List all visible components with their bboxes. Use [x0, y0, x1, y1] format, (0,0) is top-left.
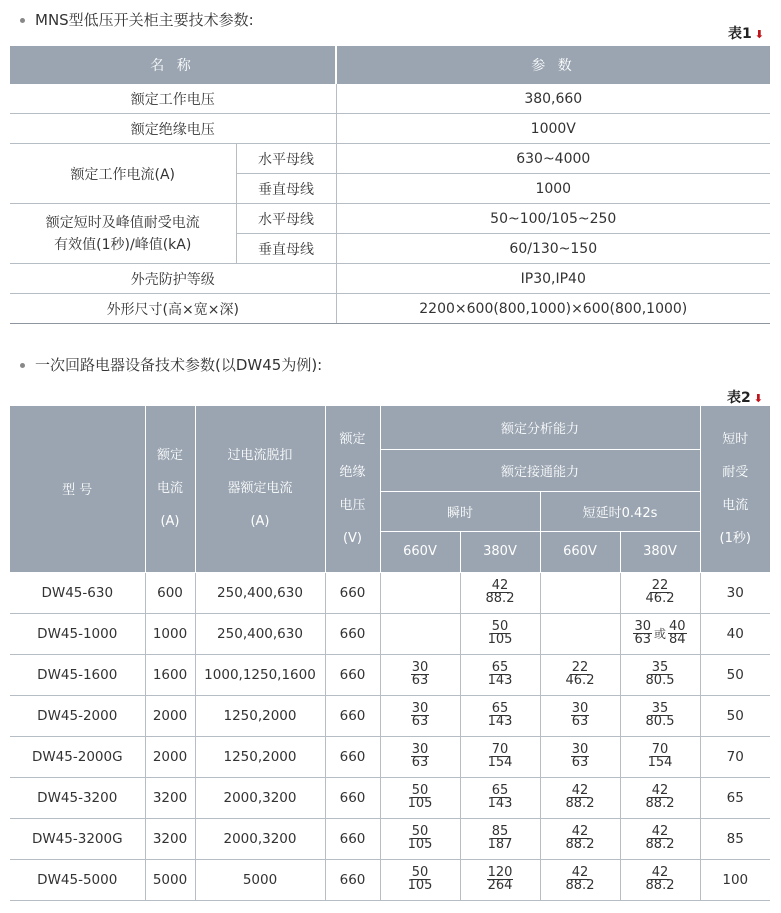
capacity-cell	[540, 654, 620, 695]
table-row	[10, 736, 770, 777]
capacity-cell	[540, 859, 620, 900]
fraction-numerator: 30	[571, 742, 589, 757]
current-cell: 1000	[145, 613, 195, 654]
fraction-numerator: 120	[487, 865, 513, 880]
withstand-cell: 40	[700, 613, 770, 654]
param-name-line: 有效值(1秒)/峰值(kA)	[54, 236, 192, 253]
header-line: 电流	[156, 481, 183, 497]
fraction-value	[633, 621, 652, 646]
fraction-numerator: 42	[571, 824, 589, 839]
fraction-numerator: 42	[571, 783, 589, 798]
fraction-denominator: 88.2	[565, 878, 595, 893]
capacity-cell	[540, 736, 620, 777]
fraction-denominator: 63	[411, 755, 429, 770]
fraction-value	[565, 662, 596, 687]
down-arrow-icon: ⬇	[753, 392, 763, 405]
capacity-cell	[460, 572, 540, 613]
withstand-cell: 50	[700, 654, 770, 695]
fraction-numerator: 70	[491, 742, 509, 757]
fraction-denominator: 105	[487, 632, 513, 647]
param-name: 额定绝缘电压	[10, 114, 336, 144]
fraction-value	[565, 826, 596, 851]
fraction-numerator: 40	[669, 619, 686, 634]
param-value: 1000	[336, 174, 770, 204]
header-line: (V)	[342, 530, 363, 546]
trip-current-cell: 5000	[195, 859, 325, 900]
header-line: 电压	[339, 497, 366, 513]
trip-current-cell: 1000,1250,1600	[195, 654, 325, 695]
param-value: 2200×600(800,1000)×600(800,1000)	[336, 294, 770, 324]
fraction-numerator: 30	[571, 701, 589, 716]
down-arrow-icon: ⬇	[754, 28, 764, 41]
model-cell: DW45-630	[10, 572, 145, 613]
fraction-value	[487, 826, 514, 851]
voltage-cell: 660	[325, 654, 380, 695]
fraction-value	[645, 826, 676, 851]
header-line: 电流	[722, 497, 749, 513]
capacity-cell	[620, 777, 700, 818]
header-line: (A)	[250, 514, 270, 530]
header-current	[145, 406, 195, 572]
param-sub: 水平母线	[236, 204, 336, 234]
capacity-cell	[380, 572, 460, 613]
table-row	[10, 818, 770, 859]
fraction-numerator: 30	[411, 701, 429, 716]
header-380v: 380V	[620, 531, 700, 572]
param-name: 外形尺寸(高×宽×深)	[10, 294, 336, 324]
fraction-denominator: 154	[647, 755, 673, 770]
table1	[10, 46, 770, 324]
trip-current-cell: 1250,2000	[195, 695, 325, 736]
table-row	[10, 572, 770, 613]
capacity-cell	[380, 736, 460, 777]
header-line: (A)	[160, 514, 180, 530]
param-value: 380,660	[336, 84, 770, 114]
table2-tag: 表2 ⬇	[727, 390, 763, 406]
fraction-value	[565, 867, 596, 892]
model-cell: DW45-1600	[10, 654, 145, 695]
fraction-numerator: 50	[411, 824, 429, 839]
param-value: 1000V	[336, 114, 770, 144]
fraction-denominator: 63	[571, 755, 589, 770]
fraction-numerator: 30	[411, 742, 429, 757]
fraction-value	[411, 662, 430, 687]
table-row	[10, 613, 770, 654]
table1-header-value: 参 数	[336, 46, 770, 84]
fraction-value	[668, 621, 687, 646]
fraction-value	[645, 785, 676, 810]
fraction-denominator: 143	[487, 673, 513, 688]
fraction-numerator: 85	[491, 824, 509, 839]
fraction-denominator: 88.2	[645, 837, 675, 852]
fraction-numerator: 22	[651, 578, 669, 593]
header-line: (1秒)	[719, 530, 751, 546]
voltage-cell: 660	[325, 572, 380, 613]
fraction-value	[565, 785, 596, 810]
voltage-cell: 660	[325, 613, 380, 654]
withstand-cell: 100	[700, 859, 770, 900]
fraction-denominator: 187	[487, 837, 513, 852]
trip-current-cell: 250,400,630	[195, 572, 325, 613]
param-name: 额定工作电流(A)	[10, 144, 236, 204]
voltage-cell: 660	[325, 777, 380, 818]
current-cell: 600	[145, 572, 195, 613]
header-line: 绝缘	[339, 464, 366, 480]
fraction-denominator: 143	[487, 714, 513, 729]
bullet-icon	[20, 18, 25, 23]
header-trip-current	[195, 406, 325, 572]
fraction-denominator: 264	[487, 878, 513, 893]
section1-title: MNS型低压开关柜主要技术参数:	[20, 9, 254, 30]
voltage-cell: 660	[325, 736, 380, 777]
header-line: 短时	[722, 431, 749, 447]
header-line: 额定	[156, 448, 183, 464]
fraction-denominator: 105	[407, 837, 433, 852]
capacity-cell	[540, 572, 620, 613]
trip-current-cell: 250,400,630	[195, 613, 325, 654]
param-name: 额定工作电压	[10, 84, 336, 114]
fraction-value	[487, 785, 514, 810]
fraction-value	[487, 621, 514, 646]
fraction-numerator: 35	[651, 701, 669, 716]
withstand-cell: 65	[700, 777, 770, 818]
current-cell: 5000	[145, 859, 195, 900]
table1-tag: 表1 ⬇	[728, 26, 764, 42]
model-cell: DW45-3200	[10, 777, 145, 818]
capacity-cell	[380, 613, 460, 654]
header-line: 器额定电流	[227, 481, 293, 497]
fraction-denominator: 143	[487, 796, 513, 811]
capacity-cell	[540, 695, 620, 736]
header-breaking-capacity: 额定分析能力	[380, 406, 700, 449]
fraction-value	[485, 580, 516, 605]
fraction-value	[645, 703, 676, 728]
trip-current-cell: 2000,3200	[195, 777, 325, 818]
capacity-cell	[380, 695, 460, 736]
header-line: 过电流脱扣	[227, 448, 293, 464]
voltage-cell: 660	[325, 695, 380, 736]
param-value: 60/130~150	[336, 234, 770, 264]
header-short-delay: 短延时0.42s	[540, 491, 700, 531]
table2	[10, 406, 770, 901]
fraction-numerator: 22	[571, 660, 589, 675]
or-text: 或	[654, 627, 667, 641]
table-row	[10, 777, 770, 818]
fraction-denominator: 105	[407, 878, 433, 893]
fraction-value	[645, 580, 676, 605]
header-660v: 660V	[380, 531, 460, 572]
fraction-numerator: 42	[651, 783, 669, 798]
capacity-cell	[380, 859, 460, 900]
table-row	[10, 294, 770, 324]
fraction-denominator: 80.5	[645, 714, 675, 729]
fraction-denominator: 84	[669, 632, 686, 647]
fraction-denominator: 88.2	[565, 837, 595, 852]
capacity-cell	[620, 654, 700, 695]
fraction-value	[407, 785, 434, 810]
current-cell: 3200	[145, 777, 195, 818]
fraction-denominator: 80.5	[645, 673, 675, 688]
fraction-numerator: 65	[491, 660, 509, 675]
fraction-numerator: 30	[411, 660, 429, 675]
capacity-cell	[380, 818, 460, 859]
model-cell: DW45-5000	[10, 859, 145, 900]
voltage-cell: 660	[325, 818, 380, 859]
fraction-value	[647, 744, 674, 769]
table-row	[10, 144, 770, 174]
capacity-cell	[380, 777, 460, 818]
header-380v: 380V	[460, 531, 540, 572]
capacity-cell	[460, 777, 540, 818]
fraction-denominator: 88.2	[565, 796, 595, 811]
param-value: IP30,IP40	[336, 264, 770, 294]
fraction-value	[487, 744, 514, 769]
param-value: 630~4000	[336, 144, 770, 174]
fraction-denominator: 46.2	[565, 673, 595, 688]
fraction-value	[487, 703, 514, 728]
param-name	[10, 204, 236, 264]
param-name-line: 额定短时及峰值耐受电流	[45, 214, 200, 231]
fraction-value	[407, 826, 434, 851]
fraction-denominator: 105	[407, 796, 433, 811]
withstand-cell: 50	[700, 695, 770, 736]
capacity-cell	[460, 613, 540, 654]
fraction-numerator: 65	[491, 701, 509, 716]
capacity-cell	[540, 613, 620, 654]
fraction-denominator: 63	[411, 714, 429, 729]
capacity-cell	[460, 654, 540, 695]
param-sub: 垂直母线	[236, 174, 336, 204]
fraction-numerator: 30	[634, 619, 651, 634]
fraction-numerator: 42	[651, 865, 669, 880]
fraction-denominator: 63	[411, 673, 429, 688]
table-row	[10, 654, 770, 695]
model-cell: DW45-3200G	[10, 818, 145, 859]
fraction-value	[411, 703, 430, 728]
capacity-cell	[460, 736, 540, 777]
param-sub: 垂直母线	[236, 234, 336, 264]
fraction-denominator: 63	[571, 714, 589, 729]
table-row	[10, 114, 770, 144]
header-660v: 660V	[540, 531, 620, 572]
fraction-value	[645, 867, 676, 892]
table-row	[10, 204, 770, 234]
param-name: 外壳防护等级	[10, 264, 336, 294]
section2-title: 一次回路电器设备技术参数(以DW45为例):	[20, 354, 322, 375]
current-cell: 3200	[145, 818, 195, 859]
bullet-icon	[20, 363, 25, 368]
fraction-value	[571, 703, 590, 728]
fraction-numerator: 50	[491, 619, 509, 634]
fraction-value	[407, 867, 434, 892]
trip-current-cell: 2000,3200	[195, 818, 325, 859]
current-cell: 2000	[145, 695, 195, 736]
param-sub: 水平母线	[236, 144, 336, 174]
capacity-cell	[460, 695, 540, 736]
table-row	[10, 84, 770, 114]
withstand-cell: 70	[700, 736, 770, 777]
capacity-cell	[620, 613, 700, 654]
param-value: 50~100/105~250	[336, 204, 770, 234]
fraction-numerator: 42	[571, 865, 589, 880]
capacity-cell	[620, 572, 700, 613]
header-withstand-current	[700, 406, 770, 572]
header-line: 耐受	[722, 464, 749, 480]
capacity-cell	[380, 654, 460, 695]
fraction-value	[411, 744, 430, 769]
capacity-cell	[460, 818, 540, 859]
model-cell: DW45-2000G	[10, 736, 145, 777]
capacity-cell	[620, 818, 700, 859]
fraction-value	[487, 662, 514, 687]
fraction-value	[645, 662, 676, 687]
fraction-numerator: 50	[411, 783, 429, 798]
capacity-cell	[540, 818, 620, 859]
header-line: 额定	[339, 431, 366, 447]
fraction-denominator: 88.2	[645, 796, 675, 811]
current-cell: 2000	[145, 736, 195, 777]
table1-header-name: 名 称	[10, 46, 336, 84]
fraction-numerator: 70	[651, 742, 669, 757]
fraction-numerator: 65	[491, 783, 509, 798]
trip-current-cell: 1250,2000	[195, 736, 325, 777]
capacity-cell	[620, 695, 700, 736]
withstand-cell: 30	[700, 572, 770, 613]
model-cell: DW45-1000	[10, 613, 145, 654]
table-row	[10, 859, 770, 900]
header-model: 型 号	[10, 406, 145, 572]
table1-header-row	[10, 46, 770, 84]
fraction-numerator: 35	[651, 660, 669, 675]
model-cell: DW45-2000	[10, 695, 145, 736]
header-instant: 瞬时	[380, 491, 540, 531]
table2-header-row	[10, 406, 770, 449]
fraction-denominator: 63	[634, 632, 651, 647]
table-row	[10, 264, 770, 294]
fraction-value	[571, 744, 590, 769]
withstand-cell: 85	[700, 818, 770, 859]
fraction-numerator: 42	[651, 824, 669, 839]
capacity-cell	[460, 859, 540, 900]
fraction-numerator: 42	[491, 578, 509, 593]
fraction-denominator: 88.2	[645, 878, 675, 893]
header-making-capacity: 额定接通能力	[380, 449, 700, 491]
voltage-cell: 660	[325, 859, 380, 900]
fraction-denominator: 46.2	[645, 591, 675, 606]
fraction-denominator: 154	[487, 755, 513, 770]
table-row	[10, 695, 770, 736]
capacity-cell	[620, 859, 700, 900]
capacity-cell	[540, 777, 620, 818]
fraction-value	[487, 867, 514, 892]
current-cell: 1600	[145, 654, 195, 695]
fraction-denominator: 88.2	[485, 591, 515, 606]
capacity-cell	[620, 736, 700, 777]
fraction-numerator: 50	[411, 865, 429, 880]
header-insulation-voltage	[325, 406, 380, 572]
